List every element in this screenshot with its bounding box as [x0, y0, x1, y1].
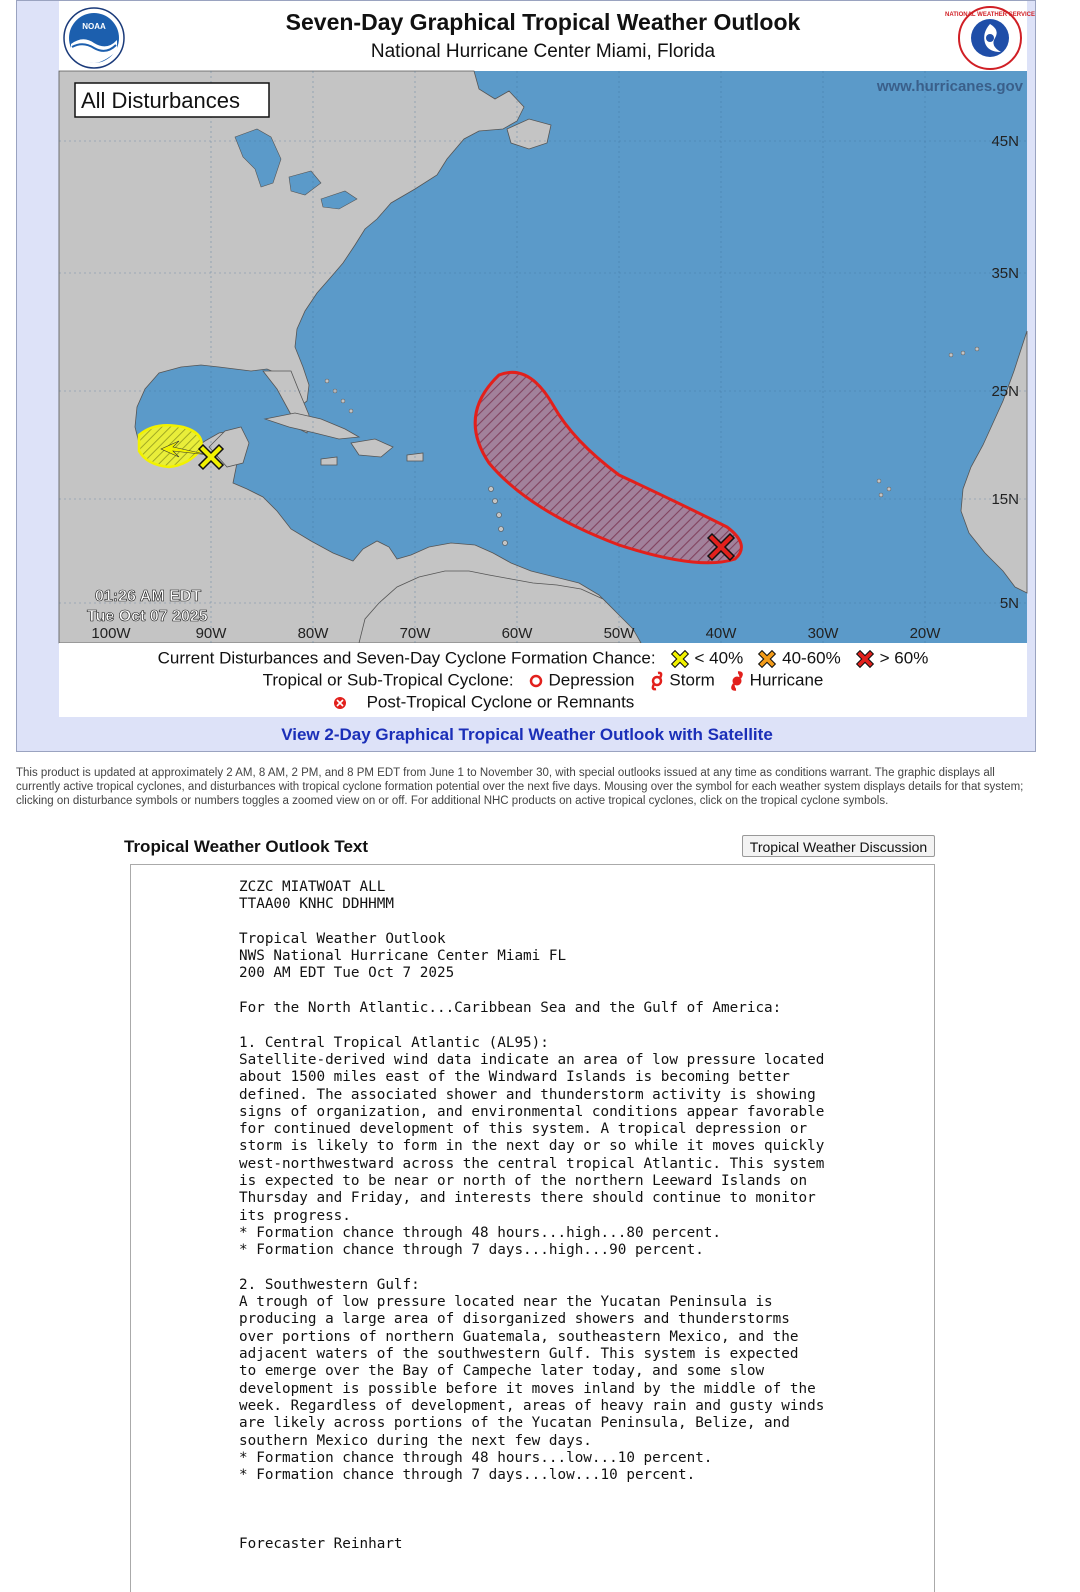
page-subtitle: National Hurricane Center Miami, Florida [370, 41, 716, 62]
longitude-label: 20W [909, 625, 941, 642]
storm-icon [649, 672, 665, 690]
noaa-logo-text: NOAA [82, 22, 106, 31]
longitude-label: 70W [399, 625, 431, 642]
post-tropical-icon [332, 695, 348, 711]
longitude-label: 50W [603, 625, 635, 642]
outlook-text-heading: Tropical Weather Outlook Text [124, 837, 369, 856]
latitude-label: 15N [991, 491, 1019, 508]
outlook-text-body: ZCZC MIATWOAT ALL TTAA00 KNHC DDHHMM Tropical Weather Outlook NWS National Hurricane Center Miami FL 200 AM EDT Tue Oct 7 2025 For the North Atlantic...Caribbean Sea and the Gulf of America: 1. Central Tropical Atlantic (AL95): Satellite-derived wind data indicate an area of low pressure located about 1500 miles east of the Windward Islands is becoming better defined. The associated shower and thunderstorm activity is showing signs of organization, and environmental conditions appear favorable for continued development of this system. A tropical depression or storm is likely to form in the next day or so while it moves quickly west-northwestward across the central tropical Atlantic. This system is expected to be near or north of the northern Leeward Islands on Thursday and Friday, and interests there should continue to monitor its progress. * Formation chance through 48 hours...high...80 percent. * Formation chance through 7 days...high...90 percent. 2. Southwestern Gulf: A trough of low pressure located near the Yucatan Peninsula is producing a large area of disorganized showers and thunderstorms over portions of northern Guatemala, southeastern Mexico, and the adjacent waters of the southwestern Gulf. This system is expected to emerge over the Bay of Campeche later today, and some slow development is possible before it moves inland by the middle of the week. Regardless of development, areas of heavy rain and gusty winds are likely across portions of the Yucatan Peninsula, Belize, and southern Mexico during the next few days. * Formation chance through 48 hours...low...10 percent. * Formation chance through 7 days...low...10 percent. Forecaster Reinhart [239, 879, 825, 1553]
latitude-label: 25N [991, 383, 1019, 400]
legend-row2-label: Tropical or Sub-Tropical Cyclone: [262, 670, 514, 690]
product-update-note: This product is updated at approximately 2 AM, 8 AM, 2 PM, and 8 PM EDT from June 1 to November 30, with special outlooks issued at any time as conditions warrant. The graphic displays all currently active tropical cyclones, and disturbances with tropical cyclone formation potential over the next five days. Mousing over the symbol for each weather system displays details for that system; clicking on disturbance symbols or numbers toggles a zoomed view on or off. For additional NHC products on active tropical cyclones, click on the tropical cyclone symbols. [16, 767, 1024, 807]
latitude-label: 45N [991, 133, 1019, 150]
outlook-graphic-panel [16, 0, 1036, 752]
longitude-label: 40W [705, 625, 737, 642]
legend-hurricane: Hurricane [749, 670, 824, 690]
tab-all-disturbances[interactable] [75, 83, 269, 117]
legend-storm: Storm [669, 670, 715, 690]
map-legend [59, 643, 1027, 717]
longitude-labels [91, 625, 941, 642]
hurricane-icon [729, 672, 745, 690]
longitude-label: 90W [195, 625, 227, 642]
longitude-label: 30W [807, 625, 839, 642]
low-chance-x-icon [670, 649, 690, 669]
legend-remnants: Post-Tropical Cyclone or Remnants [366, 692, 635, 712]
legend-depression: Depression [548, 670, 635, 690]
map-time: 01:26 AM EDT [95, 588, 202, 605]
depression-icon [528, 673, 544, 689]
legend-mid: 40-60% [782, 648, 841, 668]
tropical-weather-discussion-button[interactable]: Tropical Weather Discussion [742, 835, 935, 857]
high-chance-x-icon [855, 649, 875, 669]
outlook-map [59, 71, 1027, 643]
outlook-text-box [130, 864, 935, 1592]
mid-chance-x-icon [757, 649, 777, 669]
graphic-header [59, 1, 1035, 71]
legend-high: > 60% [879, 648, 929, 668]
website-label: www.hurricanes.gov [876, 78, 1023, 95]
latitude-label: 35N [991, 265, 1019, 282]
nws-logo [945, 5, 1035, 71]
outlook-graphic [59, 1, 1035, 717]
longitude-label: 80W [297, 625, 329, 642]
longitude-label: 100W [91, 625, 131, 642]
legend-row1-label: Current Disturbances and Seven-Day Cyclone Formation Chance: [157, 648, 656, 668]
longitude-label: 60W [501, 625, 533, 642]
legend-low: < 40% [694, 648, 744, 668]
page-title: Seven-Day Graphical Tropical Weather Outlook [285, 9, 801, 35]
view-2day-outlook-link[interactable]: View 2-Day Graphical Tropical Weather Outlook with Satellite [281, 725, 773, 744]
nws-logo-text: NATIONAL WEATHER SERVICE [945, 12, 1035, 18]
latitude-label: 5N [999, 595, 1019, 612]
map-date: Tue Oct 07 2025 [87, 608, 208, 625]
tab-all-disturbances-label: All Disturbances [81, 88, 240, 113]
